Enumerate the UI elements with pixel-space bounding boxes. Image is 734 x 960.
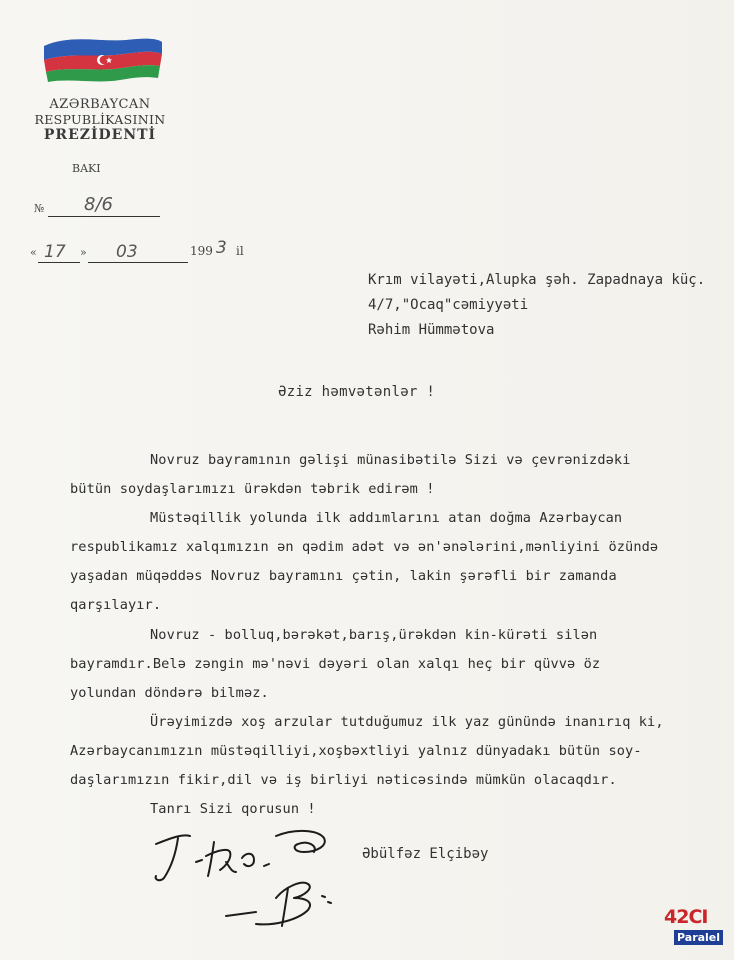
- body-line: Ürəyimizdə xoş arzular tutduğumuz ilk yaz günündə inanırıq ki,: [150, 713, 664, 730]
- body-line: respublikamız xalqımızın ən qədim adət və ən'ənələrini,mənliyini özündə: [70, 539, 659, 556]
- body-line: Azərbaycanımızın müstəqilliyi,xoşbəxtliyi yalnız dünyadakı bütün soy-: [70, 742, 642, 759]
- address-line3: Rəhim Hümmətova: [368, 322, 495, 338]
- signatory-name: Əbülfəz Elçibəy: [362, 846, 489, 862]
- body-line: Müstəqillik yolunda ilk addımlarını atan doğma Azərbaycan: [150, 510, 623, 527]
- letter-body: [70, 446, 710, 824]
- date-month-line: [88, 262, 188, 263]
- number-label: №: [34, 202, 45, 215]
- letterhead-city: BAKI: [72, 162, 101, 175]
- handwritten-signature: [146, 822, 346, 932]
- body-line: daşlarımızın fikir,dil və iş birliyi nəticəsində mümkün olacaqdır.: [70, 772, 617, 789]
- address-line2: 4/7,"Ocaq"cəmiyyəti: [368, 297, 529, 313]
- body-line: Novruz - bolluq,bərəkət,barış,ürəkdən kin-kürəti silən: [150, 626, 598, 643]
- document-date: [30, 240, 270, 268]
- watermark-logo: [664, 906, 728, 952]
- date-open-quote: «: [30, 246, 37, 259]
- date-suffix: il: [236, 244, 244, 258]
- letterhead: [30, 98, 170, 143]
- date-day-line: [38, 262, 80, 263]
- document-number: [34, 196, 154, 218]
- date-close-quote: »: [80, 246, 87, 259]
- date-day: 17: [44, 242, 66, 262]
- letterhead-line3: PREZİDENTİ: [43, 127, 157, 144]
- body-line: yaşadan müqəddəs Novruz bayramını çətin, lakin şərəfli bir zamanda: [70, 568, 617, 585]
- watermark-top: 42CI: [664, 906, 708, 928]
- letterhead-line1: AZƏRBAYCAN: [49, 97, 151, 112]
- address-line1: Krım vilayəti,Alupka şəh. Zapadnaya küç.: [368, 272, 706, 288]
- greeting: Əziz həmvətənlər !: [278, 384, 436, 400]
- date-year-hand: 3: [216, 238, 227, 258]
- body-line: bayramdır.Belə zəngin mə'nəvi dəyəri olan xalqı heç bir qüvvə öz: [70, 655, 601, 672]
- date-month: 03: [116, 242, 138, 262]
- letterhead-line2: RESPUBLİKASININ: [34, 111, 166, 127]
- body-line: yolundan döndərə bilməz.: [70, 684, 269, 701]
- date-year-printed: 199: [190, 244, 213, 258]
- number-value: 8/6: [84, 194, 113, 215]
- number-line: [48, 216, 160, 217]
- closing-line: Tanrı Sizi qorusun !: [150, 801, 316, 818]
- azerbaijan-flag-icon: [40, 32, 166, 84]
- body-line: qarşılayır.: [70, 597, 162, 614]
- body-line: Novruz bayramının gəlişi münasibətilə Sizi və çevrənizdəki: [150, 452, 631, 468]
- recipient-address: [368, 268, 705, 343]
- body-line: bütün soydaşlarımızı ürəkdən təbrik edirəm !: [70, 481, 435, 498]
- watermark-bottom: Paralel: [674, 930, 723, 945]
